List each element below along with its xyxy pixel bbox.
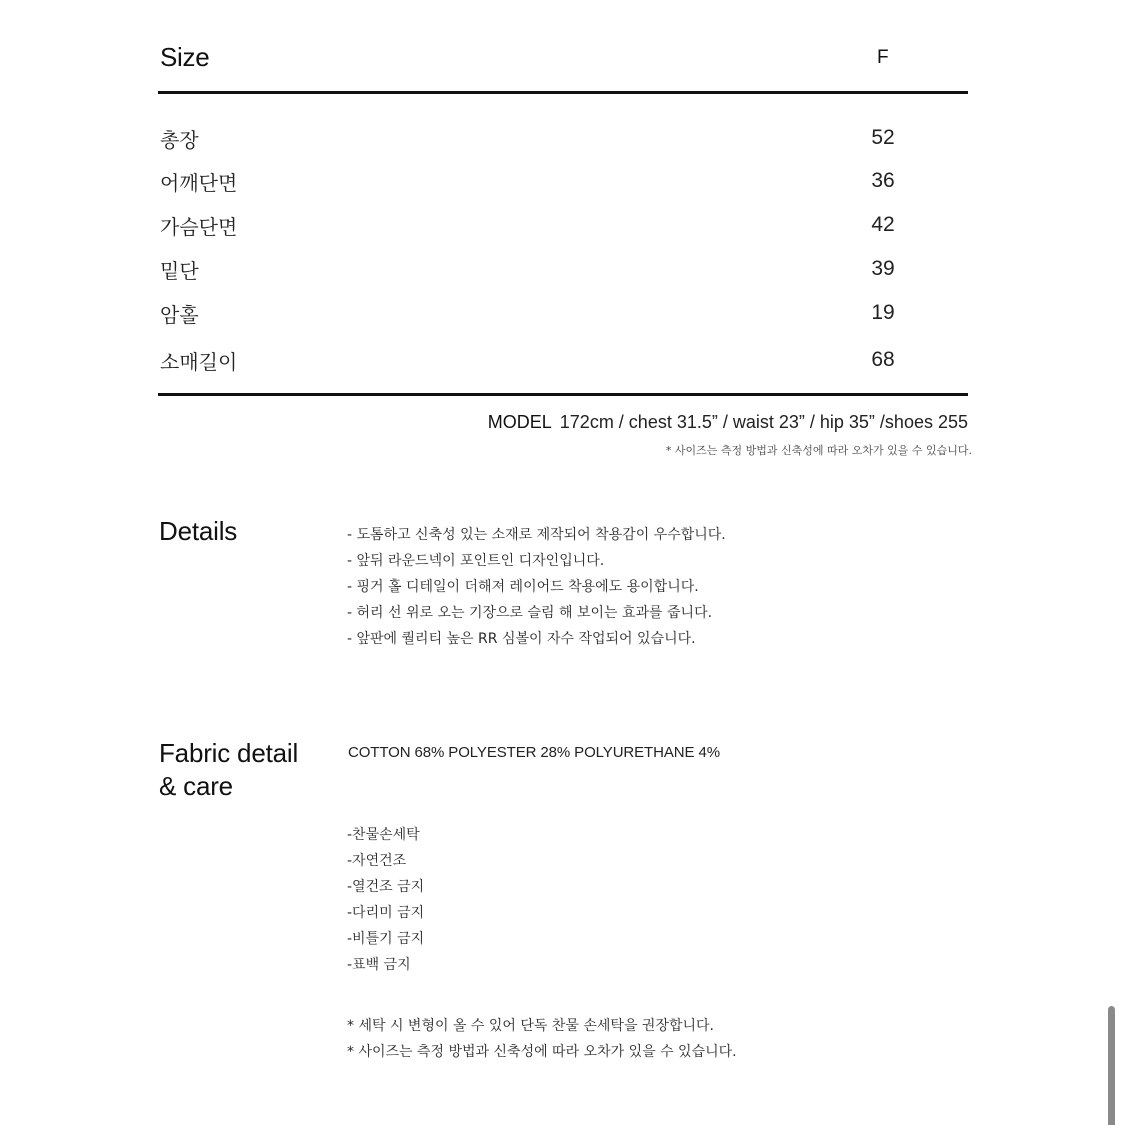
size-row-label: 어깨단면 [160, 170, 238, 195]
details-item: - 앞판에 퀄리티 높은 RR 심볼이 자수 작업되어 있습니다. [347, 631, 696, 647]
size-row-value: 42 [871, 213, 895, 236]
details-item: - 도톰하고 신축성 있는 소재로 제작되어 착용감이 우수합니다. [347, 527, 726, 543]
care-item: -비틀기 금지 [347, 931, 425, 947]
size-disclaimer: * 사이즈는 측정 방법과 신축성에 따라 오차가 있을 수 있습니다. [665, 444, 972, 457]
model-specs: 172cm / chest 31.5” / waist 23” / hip 35” /shoes 255 [559, 412, 968, 432]
size-row-label: 가슴단면 [160, 214, 238, 239]
size-row-label: 밑단 [160, 258, 199, 283]
size-row-value: 68 [871, 348, 895, 371]
size-row-hem [160, 254, 900, 284]
size-row-value: 52 [871, 126, 895, 149]
table-bottom-divider [158, 393, 968, 396]
vertical-scrollbar-thumb[interactable] [1108, 1006, 1115, 1125]
care-instructions-list [347, 822, 424, 978]
model-tag: MODEL [487, 412, 552, 432]
care-note: * 사이즈는 측정 방법과 신축성에 따라 오차가 있을 수 있습니다. [347, 1044, 737, 1060]
size-row-sleeve-length [160, 345, 900, 375]
care-item: -다리미 금지 [347, 905, 425, 921]
size-row-value: 39 [871, 257, 895, 280]
care-item: -표백 금지 [347, 957, 411, 973]
size-row-label: 총장 [160, 127, 199, 152]
fabric-title-line1: Fabric detail [159, 738, 299, 768]
size-row-label: 소매길이 [160, 349, 238, 374]
size-row-chest [160, 210, 900, 240]
care-item: -열건조 금지 [347, 879, 425, 895]
table-top-divider [158, 91, 968, 94]
size-row-total-length [160, 123, 900, 153]
size-table-title: Size [160, 42, 210, 72]
care-item: -찬물손세탁 [347, 827, 420, 843]
size-column-header: F [877, 47, 889, 68]
size-row-value: 36 [871, 169, 895, 192]
fabric-title-line2: & care [159, 771, 233, 801]
fabric-care-title [159, 737, 298, 803]
size-row-armhole [160, 298, 900, 328]
care-note: * 세탁 시 변형이 올 수 있어 단독 찬물 손세탁을 권장합니다. [347, 1018, 715, 1034]
size-row-value: 19 [871, 301, 895, 324]
details-item: - 허리 선 위로 오는 기장으로 슬림 해 보이는 효과를 줍니다. [347, 605, 713, 621]
size-row-shoulder [160, 166, 900, 196]
fabric-composition: COTTON 68% POLYESTER 28% POLYURETHANE 4% [348, 744, 720, 761]
details-item: - 핑거 홀 디테일이 더해져 레이어드 착용에도 용이합니다. [347, 579, 699, 595]
care-notes-list [347, 1013, 737, 1065]
size-row-label: 암홀 [160, 302, 199, 327]
details-list [347, 522, 726, 652]
model-info [488, 412, 968, 433]
details-title: Details [159, 516, 238, 546]
care-item: -자연건조 [347, 853, 407, 869]
details-item: - 앞뒤 라운드넥이 포인트인 디자인입니다. [347, 553, 605, 569]
